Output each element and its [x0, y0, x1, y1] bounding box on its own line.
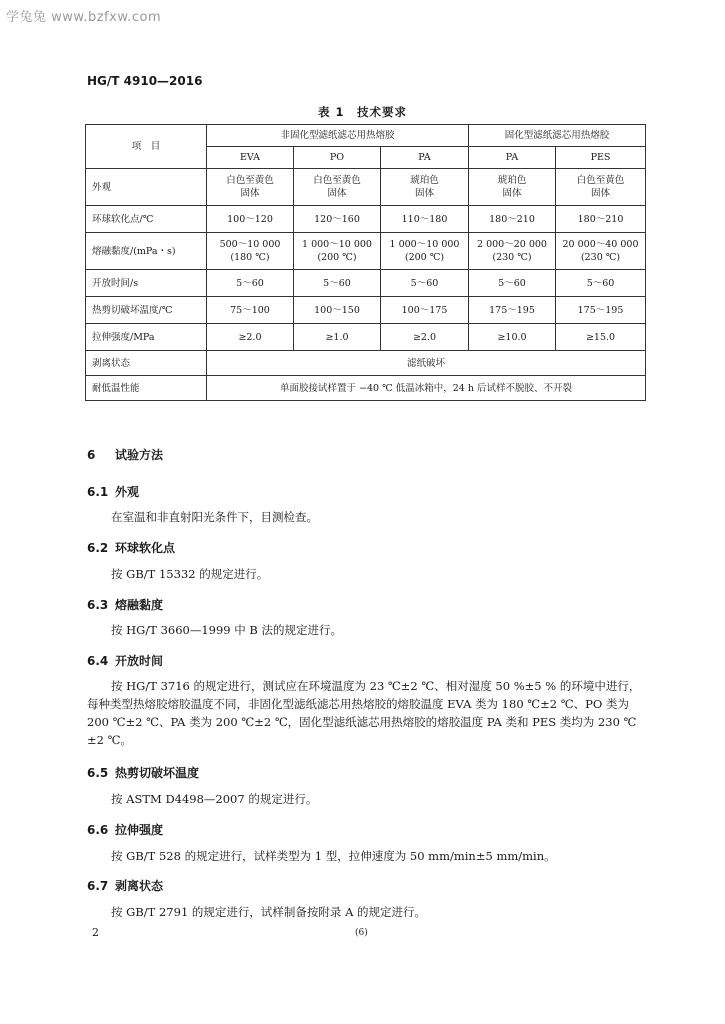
subsection-heading: 6.2 环球软化点	[87, 541, 176, 555]
table-row	[86, 206, 646, 233]
table-cell: 白色至黄色 固体	[556, 169, 646, 206]
table-cell: ≥1.0	[294, 324, 381, 351]
paragraph: 按 HG/T 3660—1999 中 B 法的规定进行。	[111, 623, 343, 637]
table-cell: ≥2.0	[207, 324, 294, 351]
table-cell: 110～180	[381, 206, 469, 233]
table-cell: 100～150	[294, 297, 381, 324]
paragraph: 按 HG/T 3716 的规定进行，测试应在环境温度为 23 ℃±2 ℃、相对湿度 50 %±5 % 的环境中进行，每种类型热熔胶熔胶温度不同，非固化型滤纸滤芯用热熔胶的熔胶温度 EVA 类为 180 ℃±2 ℃、PO 类为 200 ℃±2 ℃、PA 类为 200 ℃±2 ℃，固化型滤纸滤芯用热熔胶的熔胶温度 PA 类和 PES 类均为 230 ℃±2 ℃。	[87, 679, 641, 747]
type-header: EVA	[207, 147, 294, 169]
row-label: 外观	[86, 169, 207, 206]
subsection-heading: 6.5 热剪切破坏温度	[87, 766, 200, 780]
table-cell: 5～60	[207, 270, 294, 297]
table-row	[86, 351, 646, 376]
paragraph: 按 ASTM D4498—2007 的规定进行。	[111, 792, 318, 806]
subsection-heading: 6.7 剥离状态	[87, 879, 164, 893]
table-cell: 5～60	[381, 270, 469, 297]
table-cell: 滤纸破坏	[207, 351, 646, 376]
subsection-heading: 6.6 拉伸强度	[87, 823, 164, 837]
table-cell: 5～60	[469, 270, 556, 297]
table-cell: 175～195	[469, 297, 556, 324]
page-sequence: (6)	[355, 928, 368, 938]
table-cell: ≥2.0	[381, 324, 469, 351]
watermark: 学兔兔 www.bzfxw.com	[6, 10, 162, 25]
section-heading: 6 试验方法	[87, 448, 164, 462]
paragraph: 按 GB/T 15332 的规定进行。	[111, 567, 269, 581]
table-cell: 琥珀色 固体	[469, 169, 556, 206]
item-header: 项 目	[86, 125, 207, 169]
technical-requirements-table	[85, 124, 646, 401]
table-cell: 175～195	[556, 297, 646, 324]
table-cell: 白色至黄色 固体	[207, 169, 294, 206]
table-row	[86, 233, 646, 270]
subsection-heading: 6.1 外观	[87, 485, 140, 499]
row-label: 热剪切破坏温度/℃	[86, 297, 207, 324]
table-cell: 100～120	[207, 206, 294, 233]
table-cell: 75～100	[207, 297, 294, 324]
table-row	[86, 169, 646, 206]
row-label: 开放时间/s	[86, 270, 207, 297]
table-cell: 5～60	[556, 270, 646, 297]
paragraph: 在室温和非直射阳光条件下，目测检查。	[111, 510, 318, 524]
table-row	[86, 270, 646, 297]
table-row	[86, 297, 646, 324]
table-cell: 白色至黄色 固体	[294, 169, 381, 206]
table-cell: ≥10.0	[469, 324, 556, 351]
subsection-heading: 6.3 熔融黏度	[87, 598, 164, 612]
table-cell: 180～210	[469, 206, 556, 233]
row-label: 熔融黏度/(mPa・s)	[86, 233, 207, 270]
row-label: 拉伸强度/MPa	[86, 324, 207, 351]
table-cell: 1 000～10 000 (200 ℃)	[294, 233, 381, 270]
table-row	[86, 376, 646, 401]
table-cell: 单面胶接试样置于 −40 ℃ 低温冰箱中，24 h 后试样不脱胶、不开裂	[207, 376, 646, 401]
table-row	[86, 324, 646, 351]
table-cell: 100～175	[381, 297, 469, 324]
type-header: PO	[294, 147, 381, 169]
group-header-non-curing: 非固化型滤纸滤芯用热熔胶	[207, 125, 469, 147]
table-cell: 琥珀色 固体	[381, 169, 469, 206]
subsection-heading: 6.4 开放时间	[87, 654, 164, 668]
row-label: 剥离状态	[86, 351, 207, 376]
table-cell: 500～10 000 (180 ℃)	[207, 233, 294, 270]
table-cell: 5～60	[294, 270, 381, 297]
page-number: 2	[92, 926, 99, 939]
type-header: PES	[556, 147, 646, 169]
table-cell: ≥15.0	[556, 324, 646, 351]
document-code: HG/T 4910—2016	[87, 74, 203, 88]
table-cell: 1 000～10 000 (200 ℃)	[381, 233, 469, 270]
table-cell: 120～160	[294, 206, 381, 233]
paragraph: 按 GB/T 2791 的规定进行，试样制备按附录 A 的规定进行。	[111, 905, 427, 919]
row-label: 耐低温性能	[86, 376, 207, 401]
table-cell: 20 000～40 000 (230 ℃)	[556, 233, 646, 270]
row-label: 环球软化点/℃	[86, 206, 207, 233]
table-cell: 2 000～20 000 (230 ℃)	[469, 233, 556, 270]
paragraph: 按 GB/T 528 的规定进行，试样类型为 1 型，拉伸速度为 50 mm/min±5 mm/min。	[111, 849, 556, 863]
type-header: PA	[469, 147, 556, 169]
group-header-curing: 固化型滤纸滤芯用热熔胶	[469, 125, 646, 147]
table-cell: 180～210	[556, 206, 646, 233]
type-header: PA	[381, 147, 469, 169]
table-title: 表 1 技术要求	[317, 105, 407, 119]
